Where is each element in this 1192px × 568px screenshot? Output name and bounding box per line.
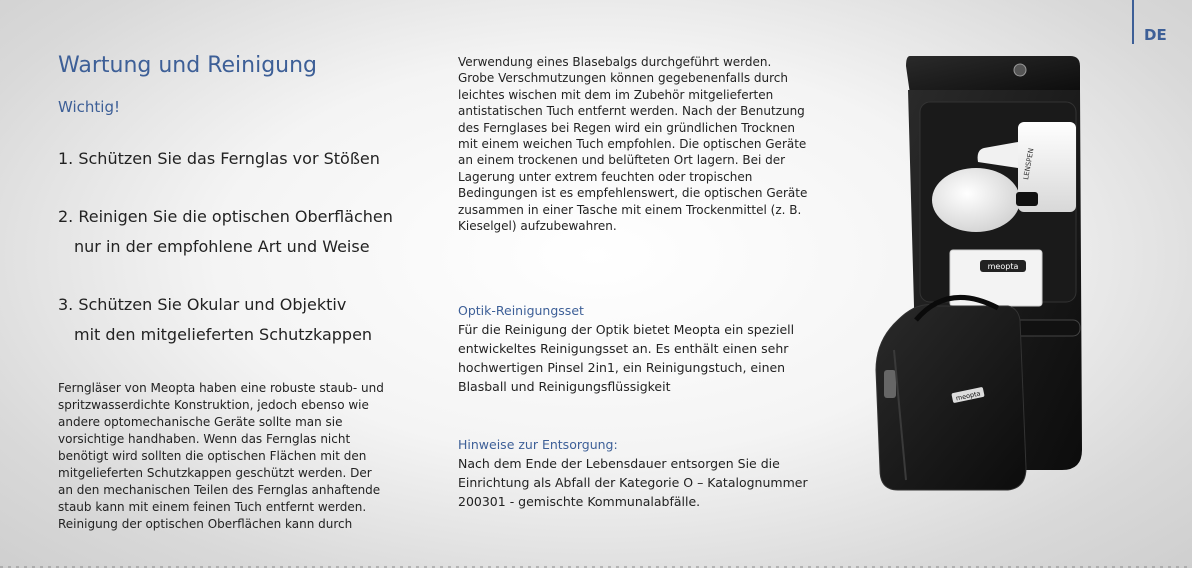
list-item-line2: mit den mitgelieferten Schutzkappen — [74, 325, 373, 344]
important-list — [58, 144, 398, 350]
list-item-line1: 1. Schützen Sie das Fernglas vor Stößen — [58, 149, 380, 168]
blower-nozzle — [1016, 192, 1038, 206]
disposal-text: Nach dem Ende der Lebensdauer entsorgen Sie die Einrichtung als Abfall der Kategorie O – Katalognummer 200301 - gemischte Kommunalabfälle. — [458, 456, 808, 509]
cleaning-set-heading: Optik-Reinigungsset — [458, 303, 584, 318]
list-item — [58, 144, 398, 174]
left-column — [58, 50, 398, 545]
air-blower-bulb — [932, 168, 1020, 232]
list-item — [58, 202, 398, 262]
cloth-logo: meopta — [987, 262, 1019, 271]
list-item-line1: 3. Schützen Sie Okular und Objektiv — [58, 295, 347, 314]
bottle-label: LENSPEN — [1022, 147, 1036, 181]
list-item-line2: nur in der empfohlene Art und Weise — [74, 237, 370, 256]
list-item — [58, 290, 398, 350]
disposal-heading: Hinweise zur Entsorgung: — [458, 437, 618, 452]
pouch-flap — [906, 56, 1080, 94]
middle-paragraph: Verwendung eines Blasebalgs durchgeführt werden. Grobe Verschmutzungen können gegebenenfalls durch leichtes wischen mit dem im Zubehör mitgelieferten antistatischen Tuch entfernt werden. Nach der Benutzung des Fernglases bei Regen wird ein gründlichen Trocknen mit einem weichen Tuch empfohlen. Die optischen Geräte an einem trockenen und belüfteten Ort lagern. Bei der Lagerung unter extrem feuchten oder tropischen Bedingungen ist es empfehlenswert, die optischen Geräte zusammen in einer Tasche mit einem Trockenmittel (z. B. Kieselgel) aufzubewahren. — [458, 55, 808, 234]
pouch-logo: meopta — [955, 389, 982, 403]
list-item-line1: 2. Reinigen Sie die optischen Oberflächen — [58, 207, 393, 226]
disposal-section — [458, 436, 813, 511]
middle-column — [458, 54, 808, 234]
left-paragraph: Ferngläser von Meopta haben eine robuste staub- und spritzwasserdichte Konstruktion, jedoch ebenso wie andere optomechanische Geräte sollte man sie vorsichtige handhaben. Wenn das Fernglas nicht benötigt wird sollten die optischen Flächen mit den mitgelieferten Schutzkappen geschützt werden. Der an den mechanischen Teilen des Fernglas anhaftende staub kann mit einem feinen Tuch entfernt werden. Reinigung der optischen Oberflächen kann durch — [58, 381, 384, 531]
language-tab-label: DE — [1144, 26, 1167, 44]
zipper-pull-icon — [884, 370, 896, 398]
cleaning-kit-photo — [858, 50, 1090, 510]
cleaning-set-section — [458, 302, 808, 396]
cleaning-set-text: Für die Reinigung der Optik bietet Meopta ein speziell entwickeltes Reinigungsset an. Es enthält einen sehr hochwertigen Pinsel 2in1, ein Reinigungstuch, einen Blasball und Reinigungsflüssigkeit — [458, 322, 795, 394]
page-title: Wartung und Reinigung — [58, 53, 318, 78]
snap-button-icon — [1014, 64, 1026, 76]
language-tab-marker — [1132, 0, 1134, 44]
page-subtitle: Wichtig! — [58, 98, 121, 116]
